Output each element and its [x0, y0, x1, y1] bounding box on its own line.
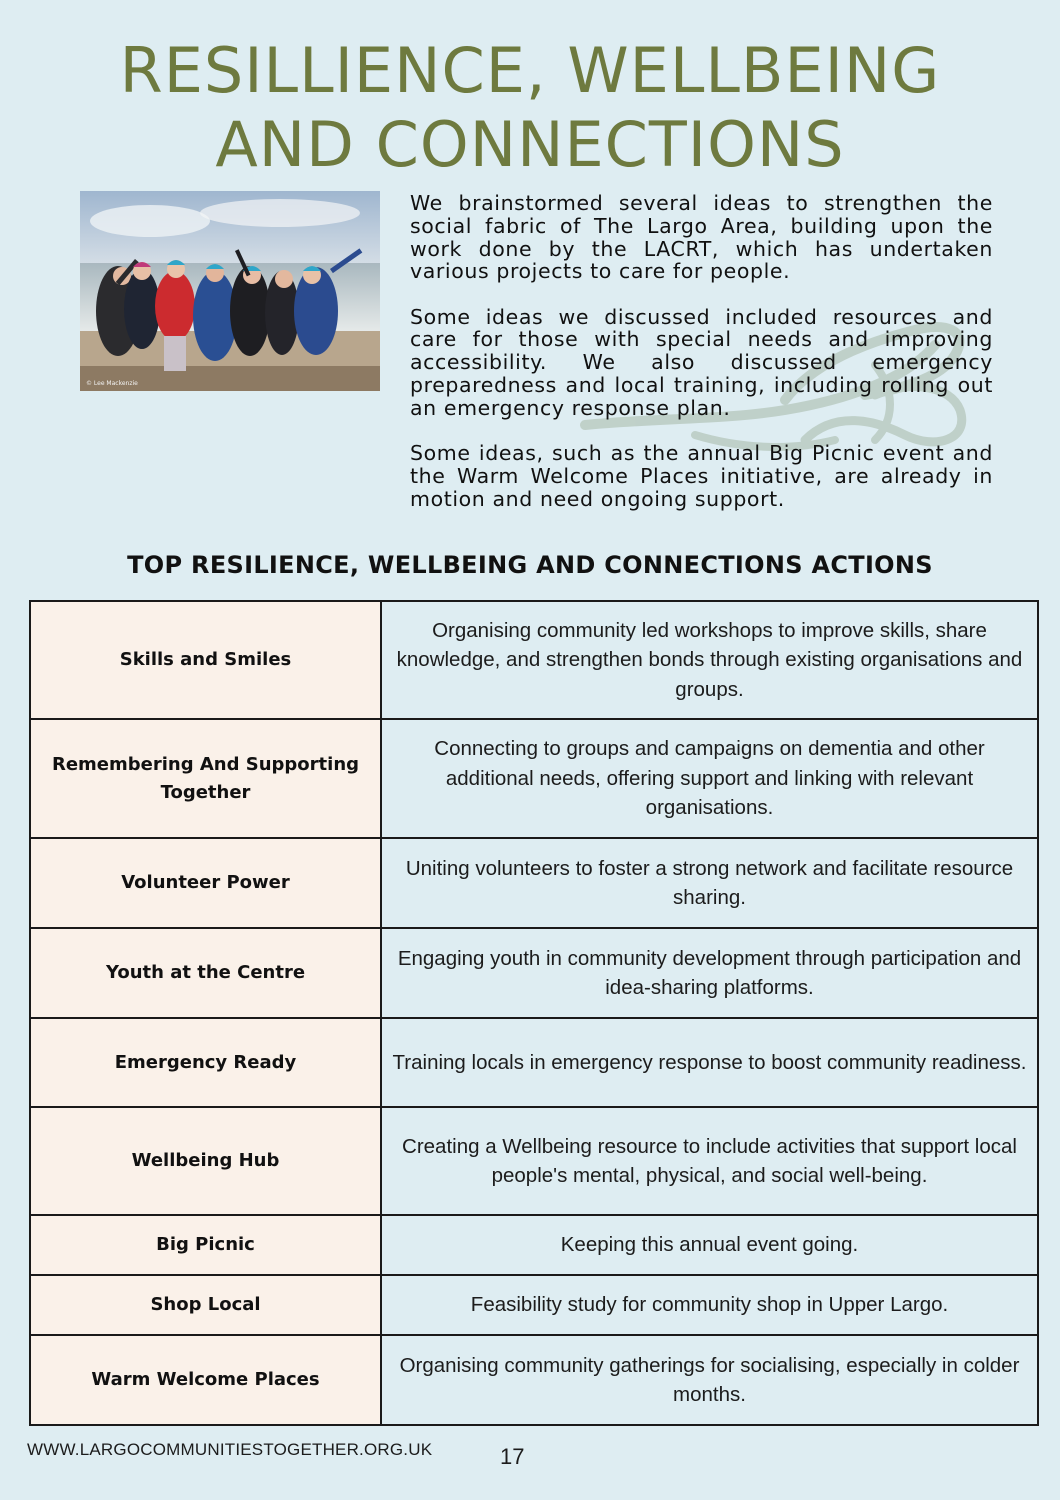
action-name: Big Picnic [30, 1215, 381, 1275]
intro-text [410, 192, 993, 533]
intro-paragraph-2: Some ideas we discussed included resources and care for those with special needs and improving accessibility. We also discussed emergency preparedness and local training, including rolling out an emergency response plan. [410, 304, 993, 420]
table-row [30, 1335, 1038, 1425]
action-description: Creating a Wellbeing resource to include activities that support local people's mental, physical, and social well-being. [381, 1107, 1038, 1215]
action-name: Emergency Ready [30, 1018, 381, 1107]
group-photo [80, 191, 380, 391]
table-row [30, 1215, 1038, 1275]
action-description: Engaging youth in community development through participation and idea-sharing platforms. [381, 928, 1038, 1018]
page-title [0, 34, 1060, 182]
intro-paragraph-3: Some ideas, such as the annual Big Picnic event and the Warm Welcome Places initiative, are already in motion and need ongoing support. [410, 441, 993, 511]
action-name: Remembering And Supporting Together [30, 719, 381, 838]
action-description: Uniting volunteers to foster a strong network and facilitate resource sharing. [381, 838, 1038, 928]
action-description: Connecting to groups and campaigns on dementia and other additional needs, offering support and linking with relevant organisations. [381, 719, 1038, 838]
action-name: Youth at the Centre [30, 928, 381, 1018]
action-description: Organising community gatherings for socialising, especially in colder months. [381, 1335, 1038, 1425]
intro-paragraph-1: We brainstormed several ideas to strengthen the social fabric of The Largo Area, building upon the work done by the LACRT, which has undertaken various projects to care for people. [410, 191, 993, 284]
action-description: Training locals in emergency response to boost community readiness. [381, 1018, 1038, 1107]
table-row [30, 928, 1038, 1018]
action-name: Shop Local [30, 1275, 381, 1335]
action-name: Skills and Smiles [30, 601, 381, 719]
table-row [30, 1275, 1038, 1335]
page-number: 17 [500, 1444, 525, 1469]
action-description: Keeping this annual event going. [381, 1215, 1038, 1275]
actions-heading: TOP RESILIENCE, WELLBEING AND CONNECTIONS ACTIONS [127, 551, 933, 579]
action-name: Warm Welcome Places [30, 1335, 381, 1425]
page-title-line-1: RESILLIENCE, WELLBEING [119, 34, 941, 107]
page-title-line-2: AND CONNECTIONS [215, 108, 845, 181]
action-description: Feasibility study for community shop in Upper Largo. [381, 1275, 1038, 1335]
action-name: Volunteer Power [30, 838, 381, 928]
photo-credit: © Lee Mackenzie [86, 380, 138, 387]
action-name: Wellbeing Hub [30, 1107, 381, 1215]
action-description: Organising community led workshops to improve skills, share knowledge, and strengthen bonds through existing organisations and groups. [381, 601, 1038, 719]
table-row [30, 1107, 1038, 1215]
actions-table [29, 600, 1039, 1426]
website-link[interactable]: WWW.LARGOCOMMUNITIESTOGETHER.ORG.UK [27, 1440, 433, 1459]
table-row [30, 838, 1038, 928]
table-row [30, 719, 1038, 838]
table-row [30, 601, 1038, 719]
table-row [30, 1018, 1038, 1107]
